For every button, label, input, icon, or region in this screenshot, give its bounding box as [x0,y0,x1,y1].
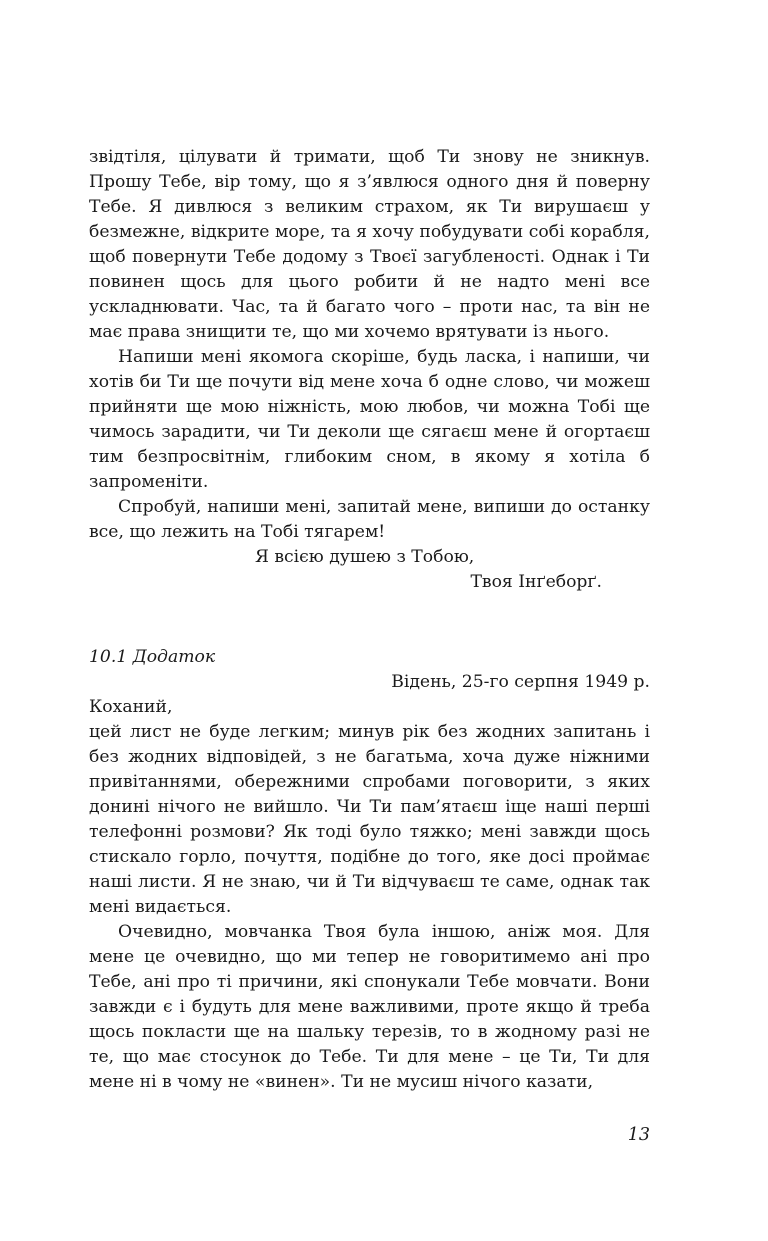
letter-paragraph: Спробуй, напиши мені, запитай мене, випиши до останку все, що лежить на Тобі тягарем! [89,497,650,542]
letter-body [89,145,650,595]
section-title: 10.1 Додаток [89,647,216,667]
salutation: Коханий, [89,697,173,717]
appendix-paragraph: Очевидно, мовчанка Твоя була іншою, аніж моя. Для мене це очевидно, що ми тепер не говоритимемо ані про Тебе, ані про ті причини, які спонукали Тебе мовчати. Вони завжди є і будуть для мене важливими, проте якщо й треба щось покласти ще на шальку терезів, то в жодному разі не те, що має стосунок до Тебе. Ти для мене – це Ти, Ти для мене ні в чому не «винен». Ти не мусиш нічого казати, [89,922,650,1092]
date-line: Відень, 25-го серпня 1949 р. [391,672,650,692]
appendix-section [89,645,650,1095]
letter-signature: Твоя Інґеборґ. [470,572,602,592]
letter-paragraph: Напиши мені якомога скоріше, будь ласка, і напиши, чи хотів би Ти ще почути від мене хоча б одне слово, чи можеш прийняти ще мою ніжність, мою любов, чи можна Тобі ще чимось зарадити, чи Ти деколи ще сягаєш мене й огортаєш тим безпросвітнім, глибоким сном, в якому я хотіла б запроменіти. [89,347,650,492]
appendix-paragraph: цей лист не буде легким; минув рік без жодних запитань і без жодних відповідей, з не багатьма, хоча дуже ніжними привітаннями, обережними спробами поговорити, з яких донині нічого не вийшло. Чи Ти пам’ятаєш іще наші перші телефонні розмови? Як тоді було тяжко; мені завжди щось стискало горло, почуття, подібне до того, яке досі проймає наші листи. Я не знаю, чи й Ти відчуваєш те саме, однак так мені видається. [89,722,650,917]
letter-closing-line: Я всією душею з Тобою, [255,547,475,567]
page-number: 13 [627,1125,650,1145]
letter-paragraph: звідтіля, цілувати й тримати, щоб Ти знову не зникнув. Прошу Тебе, вір тому, що я з’явлюся одного дня й поверну Тебе. Я дивлюся з великим страхом, як Ти вирушаєш у безмежне, відкрите море, та я хочу побудувати собі корабля, щоб повернути Тебе додому з Твоєї загубленості. Однак і Ти повинен щось для цього робити й не надто мені все ускладнювати. Час, та й багато чого – проти нас, та він не має права знищити те, що ми хочемо врятувати із нього. [89,147,650,342]
